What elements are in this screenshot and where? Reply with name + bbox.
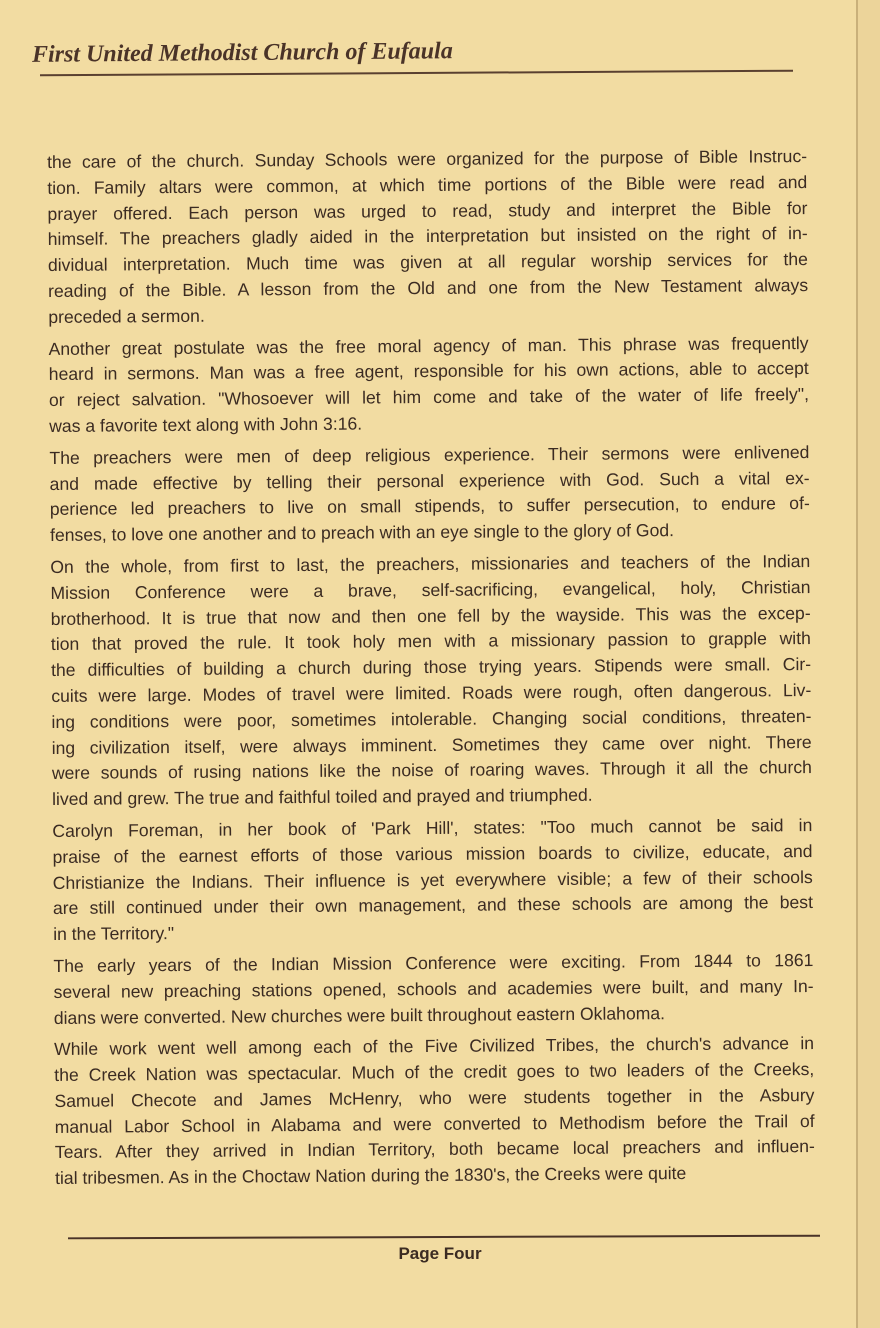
text-line: perience led preachers to live on small stipends, to suffer persecution, to endure of- — [49, 493, 810, 520]
text-line: and made effective by telling their personal experience with God. Such a vital ex- — [49, 467, 810, 494]
text-line: was a favorite text along with John 3:16. — [49, 413, 363, 436]
text-line: fenses, to love one another and to preach with an eye single to the glory of God. — [49, 520, 675, 546]
text-line: dividual interpretation. Much time was given at all regular worship services for the — [47, 249, 808, 276]
text-line: the care of the church. Sunday Schools were organized for the purpose of Bible Instruc- — [47, 146, 808, 172]
text-line: the difficulties of building a church during those trying years. Stipends were small. Cir- — [51, 654, 812, 681]
text-line: ing civilization itself, were always imminent. Sometimes they came over night. There — [51, 731, 812, 758]
text-line: manual Labor School in Alabama and were converted to Methodism before the Trail of — [54, 1110, 815, 1137]
text-line: While work went well among each of the Five Civilized Tribes, the church's advance in — [53, 1033, 815, 1060]
paragraph — [54, 1031, 815, 1192]
text-line: dians were converted. New churches were built throughout eastern Oklahoma. — [53, 1002, 666, 1028]
paragraph — [47, 144, 808, 331]
text-line: On the whole, from first to last, the preachers, missionaries and teachers of the Indian — [50, 550, 811, 577]
text-line: several new preaching stations opened, schools and academies were built, and many In- — [53, 975, 814, 1002]
paragraph — [49, 440, 810, 549]
paragraph — [48, 331, 809, 440]
text-line: Mission Conference were a brave, self-sacrificing, evangelical, holy, Christian — [50, 576, 811, 603]
text-line: are still continued under their own management, and these schools are among the best — [52, 892, 814, 919]
paragraph — [53, 948, 814, 1031]
text-line: Samuel Checote and James McHenry, who were students together in the Asbury — [54, 1084, 815, 1111]
text-line: tion. Family altars were common, at which time portions of the Bible were read and — [47, 171, 808, 198]
page-number: Page Four — [398, 1244, 482, 1263]
text-line: Tears. After they arrived in Indian Territory, both became local preachers and influen- — [54, 1136, 815, 1163]
body-text — [47, 144, 815, 1198]
page-edge — [856, 0, 880, 1328]
footer-rule — [68, 1235, 820, 1240]
text-line: ing conditions were poor, sometimes intolerable. Changing social conditions, threaten- — [51, 705, 812, 732]
text-line: praise of the earnest efforts of those various mission boards to civilize, educate, and — [52, 840, 813, 867]
text-line: or reject salvation. "Whosoever will let him come and take of the water of life freely", — [48, 384, 810, 411]
paragraph — [52, 813, 813, 948]
text-line: in the Territory." — [53, 923, 175, 945]
text-line: the Creek Nation was spectacular. Much of the credit goes to two leaders of the Creeks, — [54, 1059, 815, 1086]
text-line: brotherhood. It is true that now and then one fell by the wayside. This was the excep- — [50, 602, 811, 629]
paragraph — [50, 549, 812, 813]
text-line: preceded a sermon. — [48, 305, 205, 327]
text-line: were sounds of rusing nations like the noise of roaring waves. Through it all the church — [51, 757, 812, 784]
text-line: The early years of the Indian Mission Conference were exciting. From 1844 to 1861 — [53, 949, 814, 976]
text-line: lived and grew. The true and faithful toiled and prayed and triumphed. — [52, 784, 593, 810]
text-line: tial tribesmen. As in the Choctaw Nation during the 1830's, the Creeks were quite — [54, 1163, 687, 1189]
text-line: himself. The preachers gladly aided in the interpretation but insisted on the right of in- — [47, 223, 808, 250]
text-line: cuits were large. Modes of travel were limited. Roads were rough, often dangerous. Liv- — [51, 679, 812, 706]
text-line: Carolyn Foreman, in her book of 'Park Hill', states: "Too much cannot be said in — [52, 814, 813, 841]
text-line: heard in sermons. Man was a free agent, responsible for his own actions, able to accept — [48, 358, 809, 385]
text-line: Christianize the Indians. Their influence is yet everywhere visible; a few of their schools — [52, 866, 813, 893]
header-rule — [40, 70, 793, 77]
page-header-title: First United Methodist Church of Eufaula — [31, 38, 453, 68]
text-line: Another great postulate was the free moral agency of man. This phrase was frequently — [48, 332, 809, 359]
text-line: The preachers were men of deep religious experience. Their sermons were enlivened — [49, 441, 810, 468]
text-line: prayer offered. Each person was urged to read, study and interpret the Bible for — [47, 197, 808, 224]
text-line: reading of the Bible. A lesson from the Old and one from the New Testament always — [48, 275, 809, 301]
text-line: tion that proved the rule. It took holy men with a missionary passion to grapple with — [50, 628, 811, 655]
